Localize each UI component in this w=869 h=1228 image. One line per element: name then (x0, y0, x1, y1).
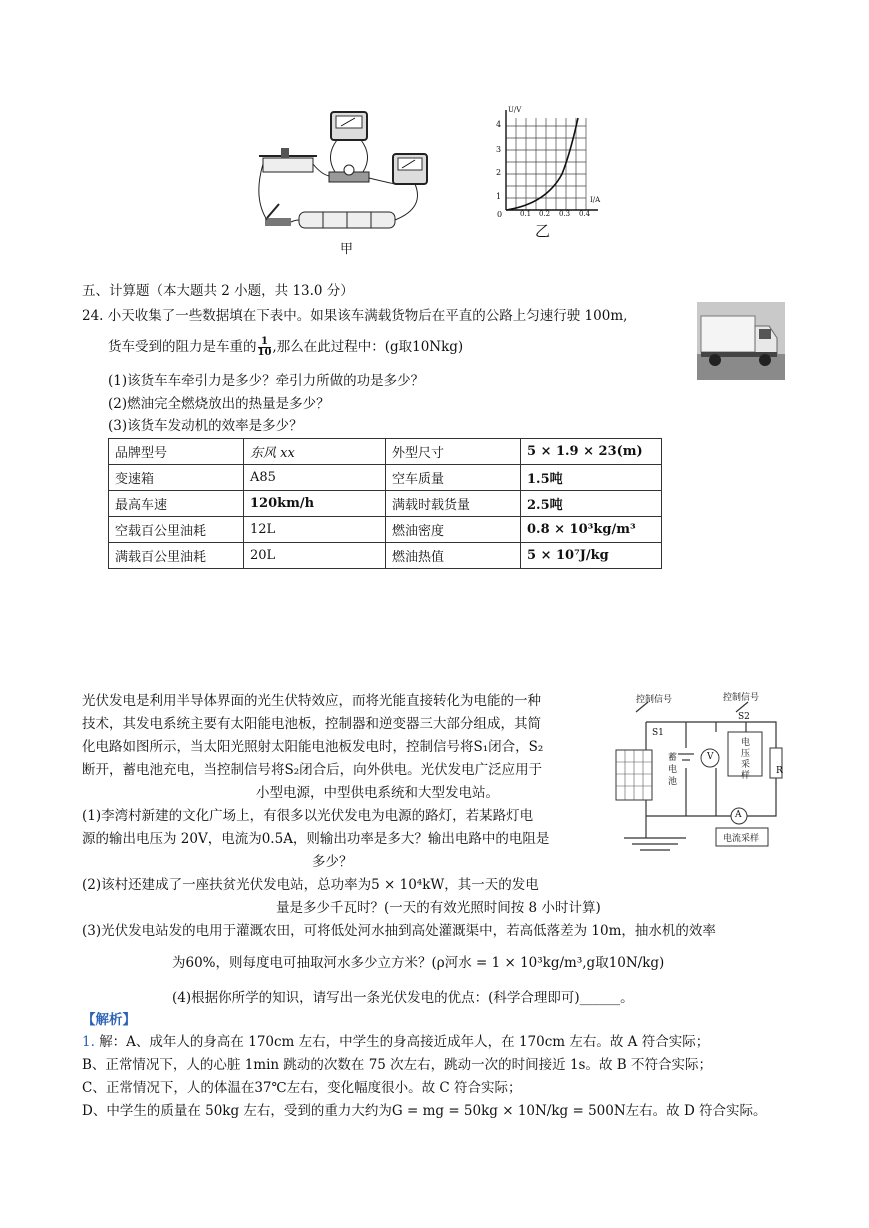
graph-x-tick: 0.3 (559, 210, 571, 218)
circuit-label: R (776, 766, 783, 776)
table-row (109, 517, 662, 543)
fraction-denominator: 10 (257, 347, 272, 358)
table-cell: 5 × 1.9 × 23(m) (521, 439, 662, 465)
figure-jia-caption: 甲 (340, 242, 354, 257)
table-cell: 品牌型号 (109, 439, 244, 465)
apparatus-figure (255, 108, 450, 256)
table-cell: 20L (244, 543, 386, 569)
table-cell: 120km/h (244, 491, 386, 517)
analysis-text: 解：A、成年人的身高在 170cm 左右，中学生的身高接近成年人，在 170cm 左右。故 A 符合实际； (99, 1034, 710, 1050)
table-cell: 外型尺寸 (386, 439, 521, 465)
answer-number: 1. (82, 1034, 95, 1050)
table-cell: 燃油热值 (386, 543, 521, 569)
table-cell: 2.5吨 (521, 491, 662, 517)
q25-sub1: 多少？ (312, 854, 353, 870)
circuit-label: 控制信号 (723, 693, 760, 703)
table-row (109, 491, 662, 517)
q25-sub2: (2)该村还建成了一座扶贫光伏发电站，总功率为5 × 10⁴kW，其一天的发电 (82, 877, 539, 893)
graph-y-tick: 1 (496, 192, 502, 201)
circuit-label: 电流采样 (723, 834, 760, 844)
graph-x-tick: 0 (497, 210, 503, 219)
q25-sub4: (4)根据你所学的知识，请写出一条光伏发电的优点：(科学合理即可)______。 (172, 990, 634, 1006)
circuit-label: A (735, 810, 742, 820)
q24-line2a: 货车受到的阻力是车重的 (108, 339, 257, 355)
q25-sub1: (1)李湾村新建的文化广场上，有很多以光伏发电为电源的路灯，若某路灯电 (82, 808, 534, 824)
graph-x-tick: 0.1 (520, 210, 532, 218)
truck-image (697, 302, 785, 380)
fraction (258, 337, 272, 358)
table-cell: 0.8 × 10³kg/m³ (521, 517, 662, 543)
table-cell: 1.5吨 (521, 465, 662, 491)
q25-para-line: 化电路如图所示，当太阳光照射太阳能电池板发电时，控制信号将S₁闭合，S₂ (82, 739, 544, 755)
graph-x-label: I/A (590, 196, 601, 204)
q25-sub1: 源的输出电压为 20V，电流为0.5A，则输出功率是多大？输出电路中的电阻是 (82, 831, 550, 847)
table-cell: 12L (244, 517, 386, 543)
q25-para-line: 光伏发电是利用半导体界面的光生伏特效应，而将光能直接转化为电能的一种 (82, 693, 541, 709)
graph-x-tick: 0.2 (539, 210, 551, 218)
q24-line1: 24. 小天收集了一些数据填在下表中。如果该车满载货物后在平直的公路上匀速行驶 100m, (82, 308, 628, 324)
table-cell: A85 (244, 465, 386, 491)
table-cell: 变速箱 (109, 465, 244, 491)
fraction-numerator: 1 (258, 337, 272, 348)
table-cell: 满载时载货量 (386, 491, 521, 517)
q25-sub3: 为60%，则每度电可抽取河水多少立方米？(ρ河水 = 1 × 10³kg/m³,g取10N/kg) (172, 955, 665, 971)
table-cell: 5 × 10⁷J/kg (521, 543, 662, 569)
section-heading: 五、计算题（本大题共 2 小题，共 13.0 分） (82, 283, 354, 299)
circuit-label: V (707, 752, 714, 762)
circuit-label: 蓄电池 (668, 753, 678, 787)
q24-sub1: (1)该货车车牵引力是多少？牵引力所做的功是多少？ (108, 373, 425, 389)
circuit-label: 电压采样 (741, 738, 751, 781)
table-cell: 满载百公里油耗 (109, 543, 244, 569)
circuit-label: S1 (652, 728, 664, 738)
graph-y-label: U/V (508, 106, 522, 114)
table-cell: 燃油密度 (386, 517, 521, 543)
table-cell: 空车质量 (386, 465, 521, 491)
graph-y-tick: 4 (496, 120, 502, 129)
q25-sub2: 量是多少千瓦时？(一天的有效光照时间按 8 小时计算) (276, 900, 601, 916)
q24-line2b: ,那么在此过程中：(g取10Nkg) (272, 339, 464, 355)
table-row (109, 439, 662, 465)
q24-sub3: (3)该货车发动机的效率是多少？ (108, 418, 303, 434)
analysis-line: B、正常情况下，人的心脏 1min 跳动的次数在 75 次左右，跳动一次的时间接近 1s。故 B 不符合实际； (82, 1057, 712, 1073)
analysis-line: D、中学生的质量在 50kg 左右，受到的重力大约为G = mg = 50kg × 10N/kg = 500N左右。故 D 符合实际。 (82, 1103, 767, 1119)
q24-line2 (108, 337, 463, 358)
graph-y-tick: 2 (496, 168, 502, 177)
q24-sub2: (2)燃油完全燃烧放出的热量是多少？ (108, 396, 330, 412)
figure-yi-caption: 乙 (535, 222, 551, 240)
table-row (109, 543, 662, 569)
truck-spec-table (108, 438, 662, 569)
circuit-label: 控制信号 (636, 695, 673, 705)
q25-sub3: (3)光伏发电站发的电用于灌溉农田，可将低处河水抽到高处灌溉渠中，若高低落差为 10m，抽水机的效率 (82, 923, 716, 939)
table-cell: 空载百公里油耗 (109, 517, 244, 543)
q25-para-line: 技术，其发电系统主要有太阳能电池板，控制器和逆变器三大部分组成，其简 (82, 716, 541, 732)
q25-para-line: 断开，蓄电池充电，当控制信号将S₂闭合后，向外供电。光伏发电广泛应用于 (82, 762, 543, 778)
graph-x-tick: 0.4 (579, 210, 591, 218)
graph-y-tick: 3 (496, 145, 502, 154)
table-row (109, 465, 662, 491)
table-cell: 最高车速 (109, 491, 244, 517)
analysis-title: 【解析】 (82, 1012, 136, 1028)
analysis-line-1 (82, 1032, 709, 1052)
analysis-line: C、正常情况下，人的体温在37℃左右，变化幅度很小。故 C 符合实际； (82, 1080, 522, 1096)
q25-para-line: 小型电源，中型供电系统和大型发电站。 (256, 785, 499, 801)
table-cell: 东风 xx (244, 439, 386, 465)
circuit-label: S2 (738, 712, 750, 722)
